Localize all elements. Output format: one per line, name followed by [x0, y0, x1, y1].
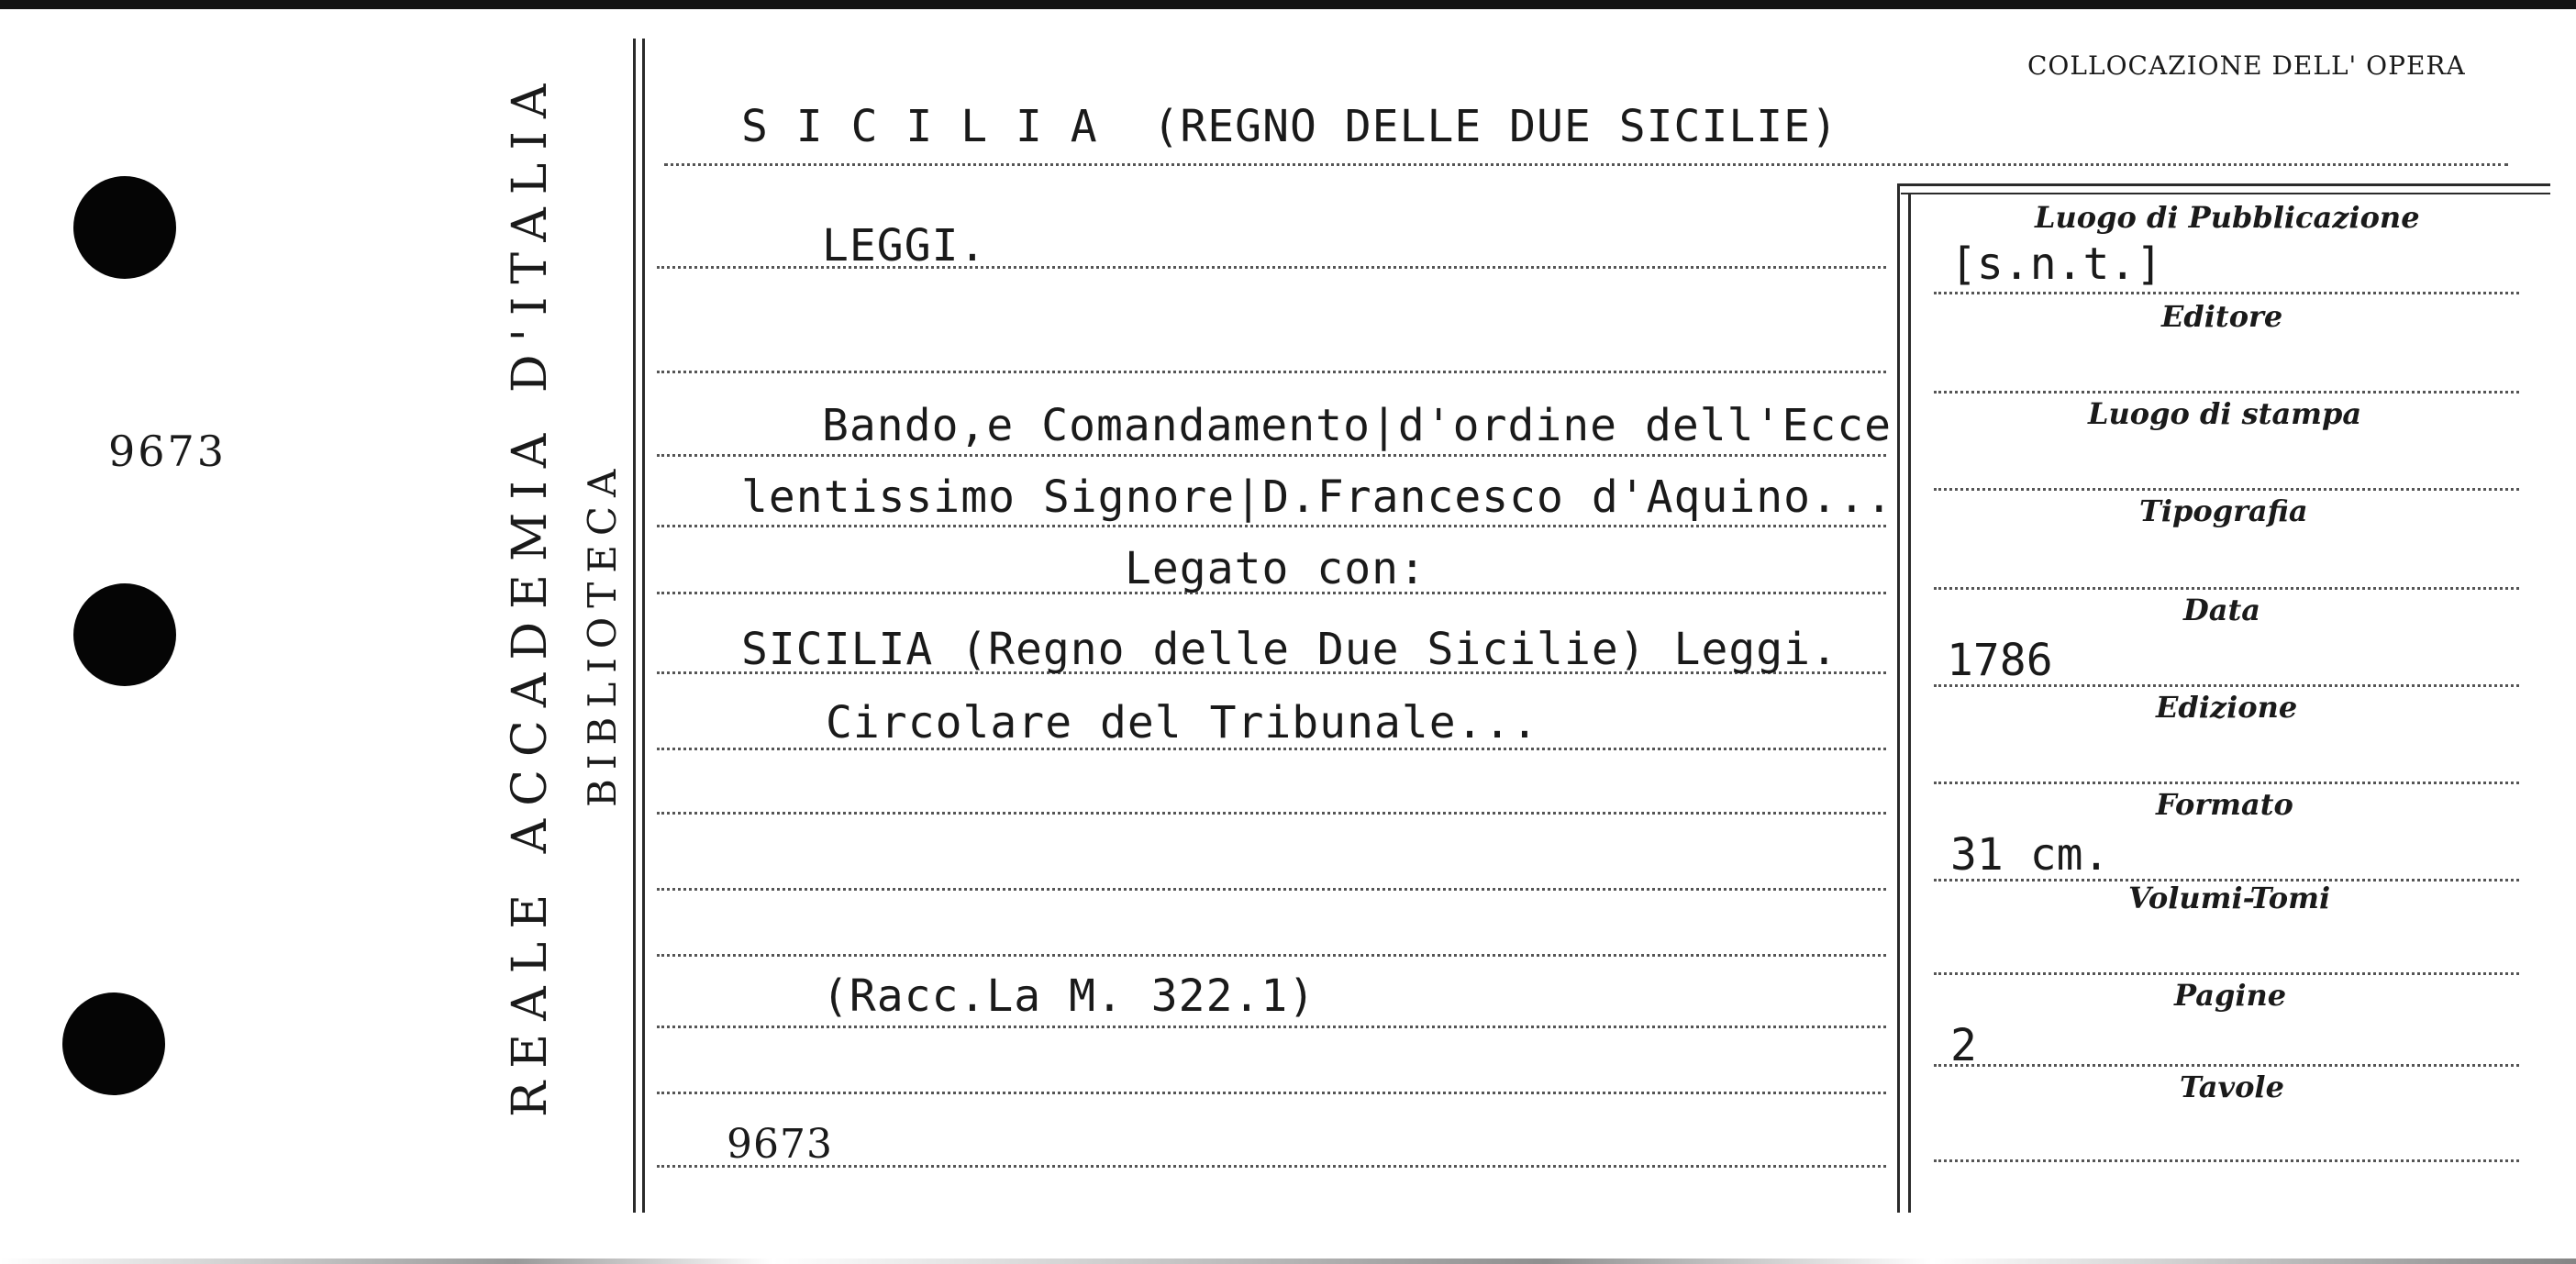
value-pagine: 2: [1950, 1020, 1977, 1071]
writing-line: [657, 954, 1886, 957]
margin-number: 9673: [108, 427, 228, 476]
panel-line: [1934, 782, 2519, 784]
collocazione-label: COLLOCAZIONE DELL' OPERA: [2027, 50, 2466, 81]
label-tavole: Tavole: [2180, 1070, 2284, 1104]
entry-bound-with: Legato con:: [1125, 543, 1427, 594]
library-name: BIBLIOTECA: [580, 460, 625, 807]
writing-line: [657, 525, 1886, 527]
panel-line: [1934, 972, 2519, 975]
writing-line: [657, 371, 1886, 373]
value-luogo-pubblicazione: [s.n.t.]: [1950, 238, 2163, 290]
value-formato: 31 cm.: [1950, 829, 2110, 881]
entry-call-number: 9673: [727, 1121, 833, 1168]
label-edizione: Edizione: [2156, 690, 2298, 725]
panel-line: [1934, 488, 2519, 491]
card-top-edge: [0, 0, 2576, 9]
writing-line: [657, 1026, 1886, 1028]
punch-hole-top: [73, 176, 176, 279]
punch-hole-middle: [73, 583, 176, 686]
side-panel-top-rule: [1897, 183, 2550, 186]
punch-hole-bottom: [62, 992, 165, 1095]
writing-line: [664, 163, 2508, 166]
writing-line: [657, 1165, 1886, 1168]
institution-name: REALE ACCADEMIA D'ITALIA: [503, 71, 558, 1117]
label-editore: Editore: [2161, 299, 2283, 334]
panel-line: [1934, 587, 2519, 590]
writing-line: [657, 454, 1886, 457]
panel-line: [1934, 1064, 2519, 1067]
entry-bound-line-1: SICILIA (Regno delle Due Sicilie) Leggi.: [741, 624, 1838, 675]
panel-line: [1934, 292, 2519, 294]
panel-line: [1934, 1159, 2519, 1162]
card-bottom-edge: [0, 1258, 2576, 1264]
main-rule-left: [633, 39, 636, 1213]
label-luogo-stampa: Luogo di stampa: [2088, 396, 2362, 431]
label-tipografia: Tipografia: [2139, 493, 2308, 528]
entry-title-line-1: Bando,e Comandamento|d'ordine dell'Ecce: [822, 400, 1893, 451]
label-volumi-tomi: Volumi-Tomi: [2128, 881, 2331, 915]
writing-line: [657, 1092, 1886, 1094]
entry-collection: (Racc.La M. 322.1): [822, 970, 1316, 1022]
entry-subject: LEGGI.: [822, 220, 987, 272]
writing-line: [657, 888, 1886, 891]
label-formato: Formato: [2156, 787, 2293, 822]
label-luogo-pubblicazione: Luogo di Pubblicazione: [2035, 200, 2420, 235]
panel-line: [1934, 391, 2519, 394]
entry-title-line-2: lentissimo Signore|D.Francesco d'Aquino...: [741, 471, 1893, 523]
entry-bound-line-2: Circolare del Tribunale...: [826, 697, 1539, 748]
main-rule-left-inner: [642, 39, 645, 1213]
entry-heading: S I C I L I A (REGNO DELLE DUE SICILIE): [741, 101, 1838, 152]
label-data: Data: [2183, 593, 2260, 627]
side-panel-rule-left: [1897, 183, 1900, 1213]
label-pagine: Pagine: [2174, 978, 2287, 1013]
writing-line: [657, 812, 1886, 815]
value-data: 1786: [1947, 635, 2053, 686]
side-panel-top-rule-inner: [1901, 193, 2550, 194]
side-panel-rule-inner: [1908, 193, 1911, 1213]
